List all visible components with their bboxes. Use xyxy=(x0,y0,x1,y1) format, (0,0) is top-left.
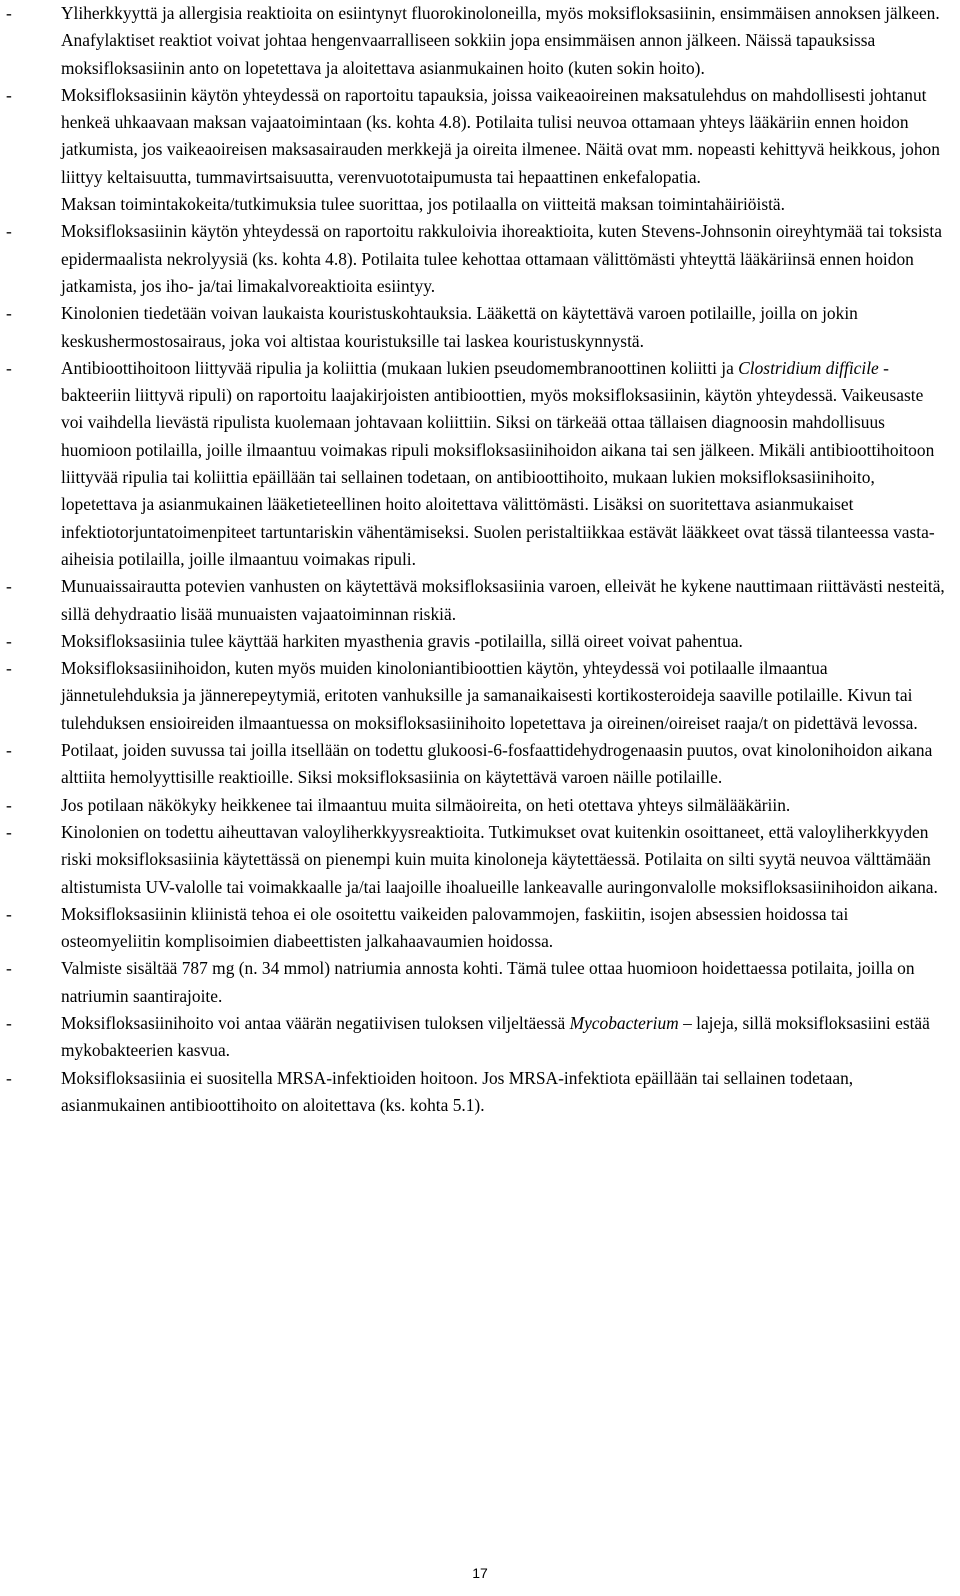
bullet-dash: - xyxy=(6,303,12,324)
bullet-dash: - xyxy=(6,903,12,924)
list-item xyxy=(0,628,960,655)
bullet-dash: - xyxy=(6,84,12,105)
list-item-text: Moksifloksasiinia ei suositella MRSA-infektioiden hoitoon. Jos MRSA-infektiota epäillään tai sellainen todetaan, asianmukainen antibioottihoito on aloitettava (ks. kohta 5.1). xyxy=(61,1067,854,1115)
list-item-text: Moksifloksasiinin käytön yhteydessä on raportoitu tapauksia, joissa vaikeaoireinen maksatulehdus on mahdollisesti johtanut henkeä uhkaavaan maksan vajaatoimintaan (ks. kohta 4.8). Potilaita tulisi neuvoa ottamaan yhteys lääkäriin ennen hoidon jatkumista, jos vaikeaoireisen maksasairauden merkkejä ja oireita ilmenee. Näitä ovat mm. nopeasti kehittyvä heikkous, johon liittyy keltaisuutta, tummavirtsaisuutta, verenvuototaipumusta tai hepaattinen enkefalopatia. xyxy=(61,84,940,187)
italic-term: Mycobacterium xyxy=(569,1012,679,1033)
list-item-text: Yliherkkyyttä ja allergisia reaktioita on esiintynyt fluorokinoloneilla, myös moksifloksasiinin, ensimmäisen annoksen jälkeen. Anafylaktiset reaktiot voivat johtaa hengenvaarralliseen sokkiin jopa ensimmäisen annon jälkeen. Näissä tapauksissa moksifloksasiinin anto on lopetettava ja aloitettava asianmukainen hoito (kuten sokin hoito). xyxy=(61,3,940,78)
list-item-text: Jos potilaan näkökyky heikkenee tai ilmaantuu muita silmäoireita, on heti otettava yhteys silmälääkäriin. xyxy=(61,794,791,815)
list-item-text: Munuaissairautta potevien vanhusten on käytettävä moksifloksasiinia varoen, elleivät he kykene nauttimaan riittävästi nesteitä, sillä dehydraatio lisää munuaisten vajaatoiminnan riskiä. xyxy=(61,576,945,624)
list-item xyxy=(0,955,960,1010)
list-item xyxy=(0,737,960,792)
list-item xyxy=(0,1065,960,1120)
list-item xyxy=(0,901,960,956)
page-number: 17 xyxy=(472,1565,488,1581)
list-item-text: Potilaat, joiden suvussa tai joilla itsellään on todettu glukoosi-6-fosfaattidehydrogenaasin puutos, ovat kinolonihoidon aikana alttiita hemolyyttisille reaktioille. Siksi moksifloksasiinia on käytettävä varoen näille potilaille. xyxy=(61,740,933,788)
list-item xyxy=(0,655,960,737)
bullet-dash: - xyxy=(6,576,12,597)
list-item xyxy=(0,82,960,218)
list-item-text: Moksifloksasiinihoidon, kuten myös muiden kinoloniantibioottien käytön, yhteydessä voi potilaalle ilmaantua jännetulehduksia ja jännerepeytymiä, eritoten vanhuksille ja samanaikaisesti kortikosteroideja saaville potilaille. Kivun tai tulehduksen ensioireiden ilmaantuessa on moksifloksasiinihoito lopetettava ja oireinen/oireiset raaja/t on pidettävä levossa. xyxy=(61,658,918,733)
list-item-text: -bakteeriin liittyvä ripuli) on raportoitu laajakirjoisten antibioottien, myös moksifloksasiinin, käytön yhteydessä. Vaikeusaste voi vaihdella lievästä ripulista kuolemaan johtavaan koliittiin. Siksi on tärkeää ottaa tällaisen diagnoosin mahdollisuus huomioon potilailla, joille ilmaantuu voimakas ripuli moksifloksasiinihoidon aikana tai sen jälkeen. Mikäli antibioottihoitoon liittyvää ripulia tai koliittia epäillään tai sellainen todetaan, on antibioottihoito, mukaan lukien moksifloksasiinihoito, lopetettava ja asianmukainen lääketieteellinen hoito aloitettava välittömästi. Lisäksi on suoritettava asianmukaiset infektiotorjuntatoimenpiteet tartuntariskin vähentämiseksi. Suolen peristaltiikkaa estävät lääkkeet ovat tässä tilanteessa vasta-aiheisia potilailla, joille ilmaantuu voimakas ripuli. xyxy=(61,357,935,569)
list-item-text: Antibioottihoitoon liittyvää ripulia ja koliittia (mukaan lukien pseudomembranoottinen koliitti ja xyxy=(61,357,739,378)
bullet-dash: - xyxy=(6,630,12,651)
list-item-text: Kinolonien tiedetään voivan laukaista kouristuskohtauksia. Lääkettä on käytettävä varoen potilaille, joilla on jokin keskushermostosairaus, joka voi altistaa kouristuksille tai laskea kouristuskynnystä. xyxy=(61,303,858,351)
bullet-dash: - xyxy=(6,221,12,242)
italic-term: Clostridium difficile xyxy=(738,357,879,378)
bullet-dash: - xyxy=(6,1067,12,1088)
list-item xyxy=(0,792,960,819)
list-item xyxy=(0,0,960,82)
list-item-text: Kinolonien on todettu aiheuttavan valoyliherkkyysreaktioita. Tutkimukset ovat kuitenkin osoittaneet, että valoyliherkkyyden riski moksifloksasiinia käytettässä on pienempi kuin muita kinoloneja käytettäessä. Potilaita on silti syytä neuvoa välttämään altistumista UV-valolle tai voimakkaalle ja/tai laajoille ihoalueille lankeavalle auringonvalolle moksifloksasiinihoidon aikana. xyxy=(61,821,938,897)
list-item xyxy=(0,300,960,355)
list-item-text: – lajeja, sillä moksifloksasiini estää mykobakteerien kasvua. xyxy=(61,1012,930,1061)
list-item-text: Moksifloksasiinin käytön yhteydessä on raportoitu rakkuloivia ihoreaktioita, kuten Stevens-Johnsonin oireyhtymää tai toksista epidermaalista nekrolyysiä (ks. kohta 4.8). Potilaita tulee kehottaa ottamaan välittömästi yhteyttä lääkäriinsä ennen hoidon jatkamista, jos iho- ja/tai limakalvoreaktioita esiintyy. xyxy=(61,221,942,296)
list-item-note: Maksan toimintakokeita/tutkimuksia tulee suorittaa, jos potilaalla on viitteitä maksan toimintahäiriöistä. xyxy=(61,194,785,215)
list-item-text: Moksifloksasiinin kliinistä tehoa ei ole osoitettu vaikeiden palovammojen, faskiitin, isojen absessien hoidossa tai osteomyeliitin komplisoimien diabeettisten jalkahaavaumien hoidossa. xyxy=(61,903,849,952)
list-item xyxy=(0,1010,960,1065)
list-item-text: Moksifloksasiinia tulee käyttää harkiten myasthenia gravis -potilailla, sillä oireet voivat pahentua. xyxy=(61,630,743,651)
bullet-dash: - xyxy=(6,658,12,679)
list-item-text: Valmiste sisältää 787 mg (n. 34 mmol) natriumia annosta kohti. Tämä tulee ottaa huomioon hoidettaessa potilaita, joilla on natriumin saantirajoite. xyxy=(61,958,915,1006)
list-item-text: Moksifloksasiinihoito voi antaa väärän negatiivisen tuloksen viljeltäessä xyxy=(61,1012,570,1033)
list-item xyxy=(0,218,960,300)
list-item xyxy=(0,573,960,628)
list-item xyxy=(0,355,960,573)
list-item xyxy=(0,819,960,901)
bullet-dash: - xyxy=(6,958,12,979)
bullet-dash: - xyxy=(6,821,12,842)
bullet-dash: - xyxy=(6,794,12,815)
bullet-dash: - xyxy=(6,1012,12,1033)
bullet-dash: - xyxy=(6,3,12,23)
bullet-dash: - xyxy=(6,357,12,378)
bullet-dash: - xyxy=(6,740,12,761)
